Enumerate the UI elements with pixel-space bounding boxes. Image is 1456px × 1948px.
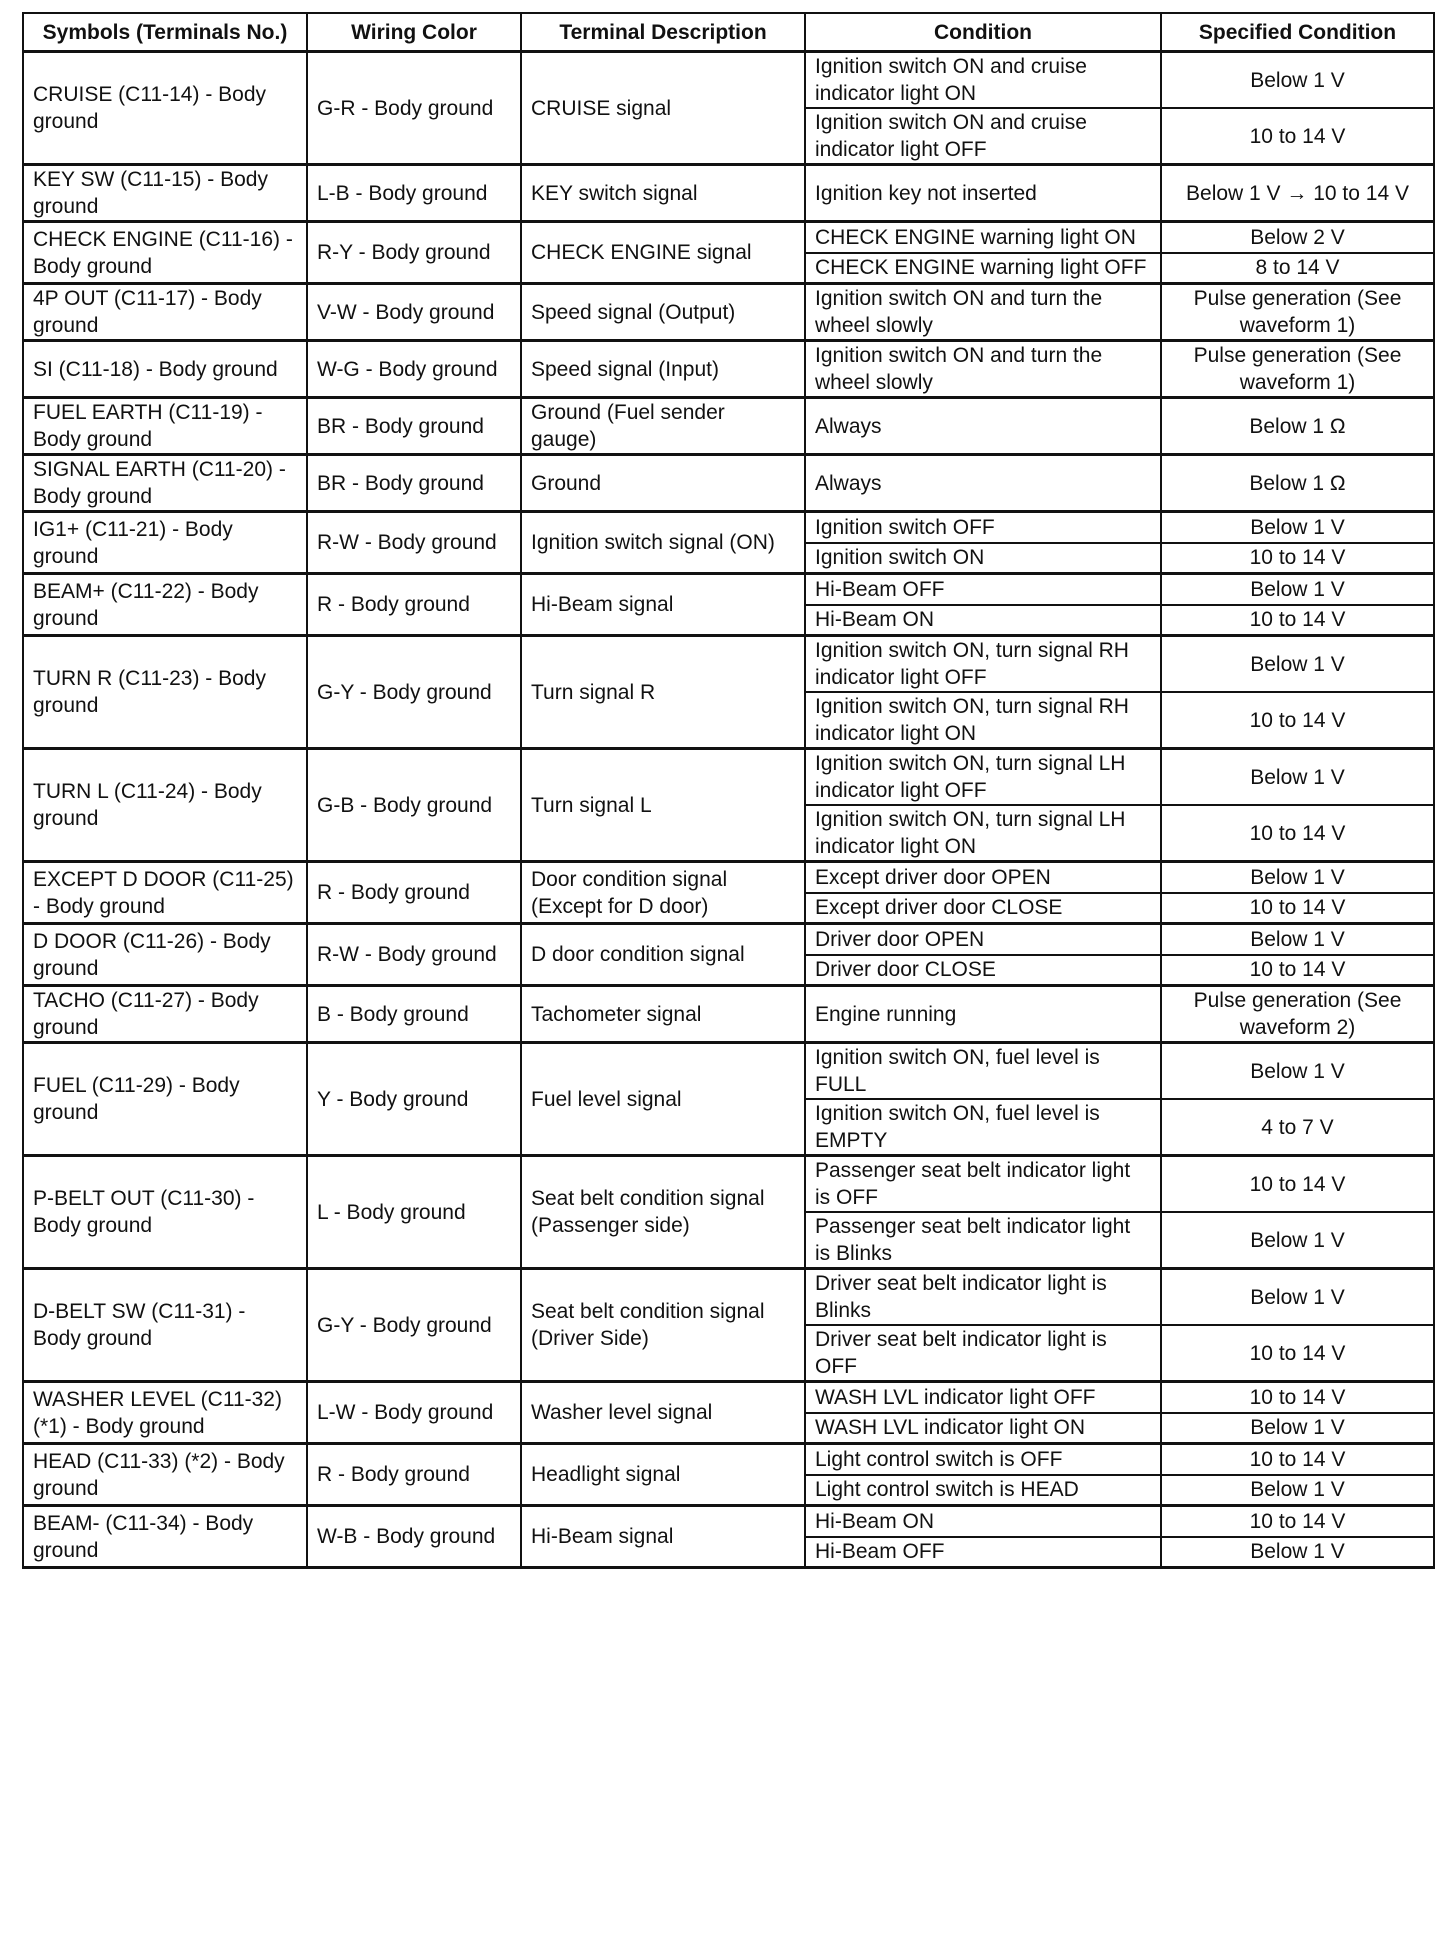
wiring-color-cell: R - Body ground xyxy=(307,862,521,924)
terminal-description-cell: Turn signal L xyxy=(521,749,805,862)
symbol-cell: EXCEPT D DOOR (C11-25) - Body ground xyxy=(23,862,307,924)
wiring-color-cell: Y - Body ground xyxy=(307,1043,521,1156)
table-row xyxy=(23,52,1434,109)
symbol-cell: HEAD (C11-33) (*2) - Body ground xyxy=(23,1444,307,1506)
condition-cell: Ignition switch ON and cruise indicator light ON xyxy=(805,52,1161,109)
table-row xyxy=(23,1506,1434,1537)
wiring-color-cell: G-R - Body ground xyxy=(307,52,521,165)
wiring-color-cell: G-B - Body ground xyxy=(307,749,521,862)
table-row xyxy=(23,1382,1434,1413)
table-row xyxy=(23,222,1434,253)
condition-cell: Ignition switch ON and turn the wheel slowly xyxy=(805,341,1161,398)
header-wiring-color: Wiring Color xyxy=(307,13,521,52)
table-row xyxy=(23,284,1434,341)
specified-condition-cell: 10 to 14 V xyxy=(1161,1325,1434,1382)
specified-condition-cell: 10 to 14 V xyxy=(1161,955,1434,986)
wiring-color-cell: V-W - Body ground xyxy=(307,284,521,341)
terminal-description-cell: Ignition switch signal (ON) xyxy=(521,512,805,574)
wiring-color-cell: R - Body ground xyxy=(307,1444,521,1506)
header-specified-condition: Specified Condition xyxy=(1161,13,1434,52)
specified-condition-cell: 10 to 14 V xyxy=(1161,1382,1434,1413)
header-terminal-description: Terminal Description xyxy=(521,13,805,52)
condition-cell: Hi-Beam ON xyxy=(805,605,1161,636)
terminal-description-cell: CHECK ENGINE signal xyxy=(521,222,805,284)
wiring-color-cell: G-Y - Body ground xyxy=(307,1269,521,1382)
specified-condition-cell: Below 1 V xyxy=(1161,52,1434,109)
symbol-cell: BEAM- (C11-34) - Body ground xyxy=(23,1506,307,1568)
condition-cell: Engine running xyxy=(805,986,1161,1043)
wiring-color-cell: BR - Body ground xyxy=(307,398,521,455)
specified-condition-cell: 10 to 14 V xyxy=(1161,1444,1434,1475)
condition-cell: CHECK ENGINE warning light ON xyxy=(805,222,1161,253)
specified-condition-cell: Below 1 V xyxy=(1161,1269,1434,1326)
terminal-description-cell: Headlight signal xyxy=(521,1444,805,1506)
wiring-color-cell: B - Body ground xyxy=(307,986,521,1043)
table-header-row xyxy=(23,13,1434,52)
symbol-cell: CRUISE (C11-14) - Body ground xyxy=(23,52,307,165)
wiring-color-cell: R-W - Body ground xyxy=(307,924,521,986)
symbol-cell: SI (C11-18) - Body ground xyxy=(23,341,307,398)
condition-cell: Ignition switch ON, turn signal RH indicator light OFF xyxy=(805,636,1161,693)
condition-cell: Driver seat belt indicator light is Blinks xyxy=(805,1269,1161,1326)
wiring-color-cell: L-W - Body ground xyxy=(307,1382,521,1444)
table-row xyxy=(23,398,1434,455)
terminal-description-cell: Hi-Beam signal xyxy=(521,1506,805,1568)
specified-condition-cell: Below 1 V → 10 to 14 V xyxy=(1161,165,1434,222)
condition-cell: Ignition switch ON, turn signal LH indicator light ON xyxy=(805,805,1161,862)
condition-cell: Ignition switch ON, fuel level is EMPTY xyxy=(805,1099,1161,1156)
specified-condition-cell: Below 1 V xyxy=(1161,1212,1434,1269)
specified-condition-cell: 8 to 14 V xyxy=(1161,253,1434,284)
table-row xyxy=(23,341,1434,398)
specified-condition-cell: 10 to 14 V xyxy=(1161,805,1434,862)
table-row xyxy=(23,512,1434,543)
table-row xyxy=(23,986,1434,1043)
symbol-cell: FUEL EARTH (C11-19) - Body ground xyxy=(23,398,307,455)
symbol-cell: TACHO (C11-27) - Body ground xyxy=(23,986,307,1043)
condition-cell: Hi-Beam OFF xyxy=(805,1537,1161,1568)
condition-cell: Ignition key not inserted xyxy=(805,165,1161,222)
specified-condition-cell: Below 1 V xyxy=(1161,512,1434,543)
condition-cell: Always xyxy=(805,455,1161,512)
condition-cell: Hi-Beam ON xyxy=(805,1506,1161,1537)
condition-cell: Ignition switch ON, turn signal RH indicator light ON xyxy=(805,692,1161,749)
specified-condition-cell: 10 to 14 V xyxy=(1161,1506,1434,1537)
terminal-description-cell: CRUISE signal xyxy=(521,52,805,165)
condition-cell: Ignition switch ON, fuel level is FULL xyxy=(805,1043,1161,1100)
table-row xyxy=(23,574,1434,605)
wiring-color-cell: BR - Body ground xyxy=(307,455,521,512)
table-body xyxy=(23,52,1434,1568)
table-row xyxy=(23,455,1434,512)
specified-condition-cell: Below 1 V xyxy=(1161,1537,1434,1568)
terminal-description-cell: Hi-Beam signal xyxy=(521,574,805,636)
specified-condition-cell: Below 1 V xyxy=(1161,1475,1434,1506)
condition-cell: Light control switch is OFF xyxy=(805,1444,1161,1475)
symbol-cell: D DOOR (C11-26) - Body ground xyxy=(23,924,307,986)
symbol-cell: SIGNAL EARTH (C11-20) - Body ground xyxy=(23,455,307,512)
specified-condition-cell: Below 1 Ω xyxy=(1161,398,1434,455)
condition-cell: Except driver door CLOSE xyxy=(805,893,1161,924)
condition-cell: Light control switch is HEAD xyxy=(805,1475,1161,1506)
terminal-description-cell: Tachometer signal xyxy=(521,986,805,1043)
terminal-description-cell: Door condition signal (Except for D door) xyxy=(521,862,805,924)
table-row xyxy=(23,1444,1434,1475)
symbol-cell: D-BELT SW (C11-31) - Body ground xyxy=(23,1269,307,1382)
condition-cell: Driver seat belt indicator light is OFF xyxy=(805,1325,1161,1382)
symbol-cell: TURN R (C11-23) - Body ground xyxy=(23,636,307,749)
table-row xyxy=(23,749,1434,806)
condition-cell: Ignition switch ON, turn signal LH indicator light OFF xyxy=(805,749,1161,806)
specified-condition-cell: 10 to 14 V xyxy=(1161,893,1434,924)
terminal-description-cell: Seat belt condition signal (Driver Side) xyxy=(521,1269,805,1382)
table-row xyxy=(23,924,1434,955)
specified-condition-cell: Below 1 V xyxy=(1161,1043,1434,1100)
specified-condition-cell: 4 to 7 V xyxy=(1161,1099,1434,1156)
specified-condition-cell: Below 2 V xyxy=(1161,222,1434,253)
condition-cell: Ignition switch OFF xyxy=(805,512,1161,543)
symbol-cell: WASHER LEVEL (C11-32) (*1) - Body ground xyxy=(23,1382,307,1444)
symbol-cell: 4P OUT (C11-17) - Body ground xyxy=(23,284,307,341)
wiring-color-cell: L-B - Body ground xyxy=(307,165,521,222)
specified-condition-cell: Below 1 V xyxy=(1161,924,1434,955)
terminal-description-cell: Seat belt condition signal (Passenger side) xyxy=(521,1156,805,1269)
wiring-color-cell: W-B - Body ground xyxy=(307,1506,521,1568)
terminal-description-cell: Fuel level signal xyxy=(521,1043,805,1156)
specified-condition-cell: Below 1 V xyxy=(1161,862,1434,893)
specified-condition-cell: Below 1 V xyxy=(1161,574,1434,605)
wiring-color-cell: L - Body ground xyxy=(307,1156,521,1269)
condition-cell: Driver door CLOSE xyxy=(805,955,1161,986)
table-row xyxy=(23,636,1434,693)
condition-cell: Passenger seat belt indicator light is Blinks xyxy=(805,1212,1161,1269)
wiring-color-cell: R-W - Body ground xyxy=(307,512,521,574)
symbol-cell: TURN L (C11-24) - Body ground xyxy=(23,749,307,862)
specified-condition-cell: 10 to 14 V xyxy=(1161,108,1434,165)
symbol-cell: P-BELT OUT (C11-30) - Body ground xyxy=(23,1156,307,1269)
condition-cell: Ignition switch ON xyxy=(805,543,1161,574)
specified-condition-cell: Pulse generation (See waveform 2) xyxy=(1161,986,1434,1043)
condition-cell: Ignition switch ON and turn the wheel slowly xyxy=(805,284,1161,341)
table-row xyxy=(23,862,1434,893)
condition-cell: Except driver door OPEN xyxy=(805,862,1161,893)
condition-cell: WASH LVL indicator light OFF xyxy=(805,1382,1161,1413)
table-row xyxy=(23,165,1434,222)
condition-cell: Driver door OPEN xyxy=(805,924,1161,955)
specified-condition-cell: Pulse generation (See waveform 1) xyxy=(1161,341,1434,398)
specified-condition-cell: 10 to 14 V xyxy=(1161,692,1434,749)
wiring-color-cell: G-Y - Body ground xyxy=(307,636,521,749)
wiring-color-cell: R - Body ground xyxy=(307,574,521,636)
specified-condition-cell: 10 to 14 V xyxy=(1161,543,1434,574)
terminal-description-cell: Turn signal R xyxy=(521,636,805,749)
symbol-cell: FUEL (C11-29) - Body ground xyxy=(23,1043,307,1156)
table-row xyxy=(23,1043,1434,1100)
table-row xyxy=(23,1269,1434,1326)
specified-condition-cell: 10 to 14 V xyxy=(1161,605,1434,636)
condition-cell: CHECK ENGINE warning light OFF xyxy=(805,253,1161,284)
terminal-description-cell: D door condition signal xyxy=(521,924,805,986)
table-row xyxy=(23,1156,1434,1213)
specified-condition-cell: 10 to 14 V xyxy=(1161,1156,1434,1213)
terminal-description-cell: KEY switch signal xyxy=(521,165,805,222)
terminal-description-cell: Ground (Fuel sender gauge) xyxy=(521,398,805,455)
specified-condition-cell: Below 1 Ω xyxy=(1161,455,1434,512)
specified-condition-cell: Below 1 V xyxy=(1161,749,1434,806)
specified-condition-cell: Below 1 V xyxy=(1161,1413,1434,1444)
symbol-cell: CHECK ENGINE (C11-16) - Body ground xyxy=(23,222,307,284)
header-condition: Condition xyxy=(805,13,1161,52)
terminal-description-cell: Speed signal (Output) xyxy=(521,284,805,341)
specified-condition-cell: Pulse generation (See waveform 1) xyxy=(1161,284,1434,341)
condition-cell: Always xyxy=(805,398,1161,455)
symbol-cell: IG1+ (C11-21) - Body ground xyxy=(23,512,307,574)
terminal-inspection-table xyxy=(22,12,1435,1569)
symbol-cell: KEY SW (C11-15) - Body ground xyxy=(23,165,307,222)
wiring-color-cell: W-G - Body ground xyxy=(307,341,521,398)
header-symbols: Symbols (Terminals No.) xyxy=(23,13,307,52)
terminal-description-cell: Ground xyxy=(521,455,805,512)
condition-cell: Ignition switch ON and cruise indicator light OFF xyxy=(805,108,1161,165)
condition-cell: Passenger seat belt indicator light is OFF xyxy=(805,1156,1161,1213)
terminal-description-cell: Washer level signal xyxy=(521,1382,805,1444)
terminal-description-cell: Speed signal (Input) xyxy=(521,341,805,398)
terminal-table-container xyxy=(22,12,1433,1569)
symbol-cell: BEAM+ (C11-22) - Body ground xyxy=(23,574,307,636)
condition-cell: Hi-Beam OFF xyxy=(805,574,1161,605)
condition-cell: WASH LVL indicator light ON xyxy=(805,1413,1161,1444)
specified-condition-cell: Below 1 V xyxy=(1161,636,1434,693)
wiring-color-cell: R-Y - Body ground xyxy=(307,222,521,284)
